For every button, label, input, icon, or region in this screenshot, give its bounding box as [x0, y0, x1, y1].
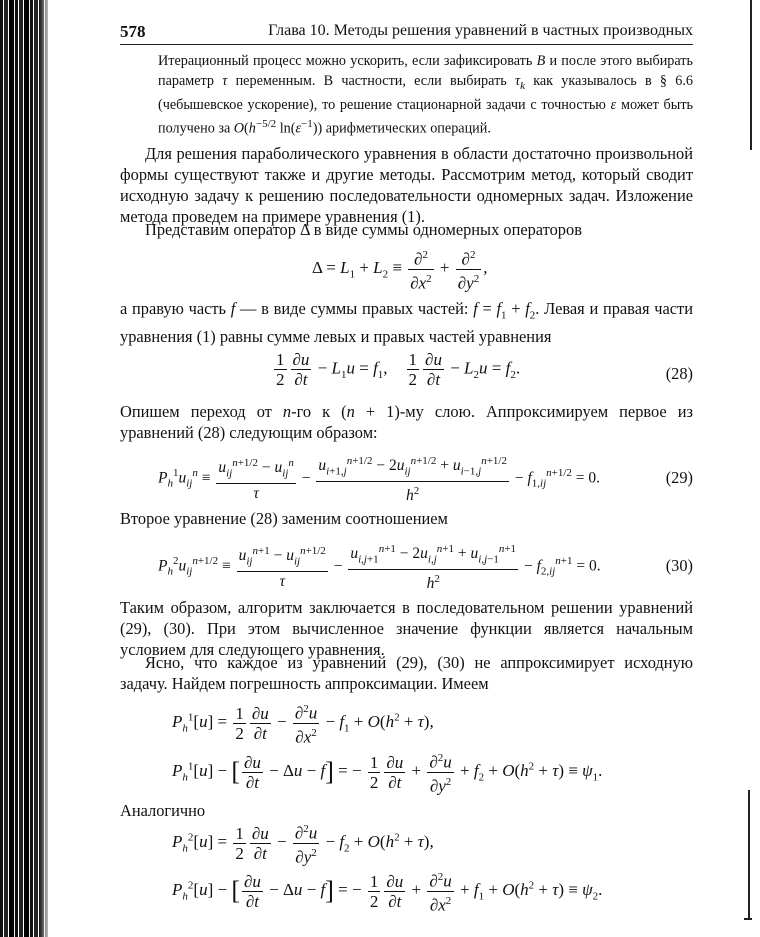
page-header	[120, 22, 693, 45]
small-note: Итерационный процесс можно ускорить, если зафиксировать B и после этого выбирать параметр τ переменным. В частности, если выбирать $\tau_k$ как указывалось в § 6.6 (чебышевское ускорение), то решение стационарной задачи с точностью ε может быть получено за $O(h^{-5/2}$ $\ln(\varepsilon^{-1})$) арифметических операций.	[158, 53, 693, 138]
equation-28: $\frac{1}{2}$ $\frac{\partial u}{\partial t}$ − $L_1u = f_1$, $\frac{1}{2}$ $\frac{\partial u}{\partial t}$ − $L_2u = f_2$.	[276, 350, 521, 389]
paragraph-7: Ясно, что каждое из уравнений (29), (30) не аппроксимирует исходную задачу. Найдем погрешность аппроксимации. Имеем	[120, 653, 693, 693]
paragraph-4: Опишем переход от n-го к (n + 1)-му слою. Аппроксимируем первое из уравнений (28) следующим образом:	[120, 402, 693, 442]
equation-29: $P_h^1u_{ij}^n$ ≡ $\frac{u_{ij}^{n+1/2} - u_{ij}^n}{\tau}$ − $\frac{u_{i+1,j}^{n+1/2} - 2u_{ij}^{n+1/2} + u_{i-1,j}^{n+1/2}}{h^2}$ − $f_{1,ij}^{n+1/2} = 0$.	[158, 452, 600, 505]
paragraph-5: Второе уравнение (28) заменим соотношением	[120, 509, 448, 528]
equation-p2-a: $P_h^2[u]$ = $\frac{1}{2}$ $\frac{\partial u}{\partial t}$ − $\frac{\partial^2u}{\partial y^2}$ − $f_2 + O(h^2 + \tau)$,	[172, 820, 434, 866]
right-edge-tick	[744, 918, 752, 920]
running-title: Глава 10. Методы решения уравнений в частных производных	[268, 22, 693, 39]
equation-number-30: (30)	[665, 556, 693, 575]
paragraph-1: Для решения параболического уравнения в области достаточно произвольной формы существуют также и другие методы. Рассмотрим метод, который сводит исходную задачу к решению последовательности одномерных задач. Изложение метода проведем на примере уравнения (1).	[120, 144, 693, 226]
equation-number-28: (28)	[665, 364, 693, 383]
right-edge-mark-lower	[748, 790, 750, 920]
paragraph-3: а правую часть f — в виде суммы правых частей: $f = f_1 + f_2$. Левая и правая части уравнения (1) равны сумме левых и правых частей уравнения	[120, 299, 693, 347]
spine-fade	[38, 0, 52, 937]
page-number: 578	[120, 22, 146, 41]
paragraph-6: Таким образом, алгоритм заключается в последовательном решении уравнений (29), (30). При этом вычисленное значение функции является начальным условием для следующего уравнения.	[120, 598, 693, 659]
equation-p1-b: $P_h^1[u]$ − [ $\frac{\partial u}{\partial t}$ − Δu − f] = − $\frac{1}{2}$ $\frac{\partial u}{\partial t}$ + $\frac{\partial^2u}{\partial y^2}$ + $f_2 + O(h^2 + \tau) \equiv \psi_1$.	[172, 749, 602, 795]
equation-30: $P_h^2u_{ij}^{n+1/2}$ ≡ $\frac{u_{ij}^{n+1} - u_{ij}^{n+1/2}}{\tau}$ − $\frac{u_{i,j+1}^{n+1} - 2u_{i,j}^{n+1} + u_{i,j-1}^{n+1}}{h^2}$ − $f_{2,ij}^{n+1} = 0$.	[158, 540, 601, 593]
paragraph-2: Представим оператор Δ в виде суммы одномерных операторов	[145, 220, 582, 239]
equation-p2-b: $P_h^2[u]$ − [ $\frac{\partial u}{\partial t}$ − Δu − f] = − $\frac{1}{2}$ $\frac{\partial u}{\partial t}$ + $\frac{\partial^2u}{\partial x^2}$ + $f_1 + O(h^2 + \tau) \equiv \psi_2$.	[172, 868, 602, 914]
equation-number-29: (29)	[665, 468, 693, 487]
analogously-label: Аналогично	[120, 801, 206, 820]
equation-operator-split: $\Delta = L_1 + L_2$ ≡ $\frac{\partial^2}{\partial x^2}$ + $\frac{\partial^2}{\partial y^2}$ ,	[312, 246, 487, 292]
equation-p1-a: $P_h^1[u]$ = $\frac{1}{2}$ $\frac{\partial u}{\partial t}$ − $\frac{\partial^2u}{\partial x^2}$ − $f_1 + O(h^2 + \tau)$,	[172, 700, 434, 746]
right-edge-mark	[750, 0, 752, 150]
